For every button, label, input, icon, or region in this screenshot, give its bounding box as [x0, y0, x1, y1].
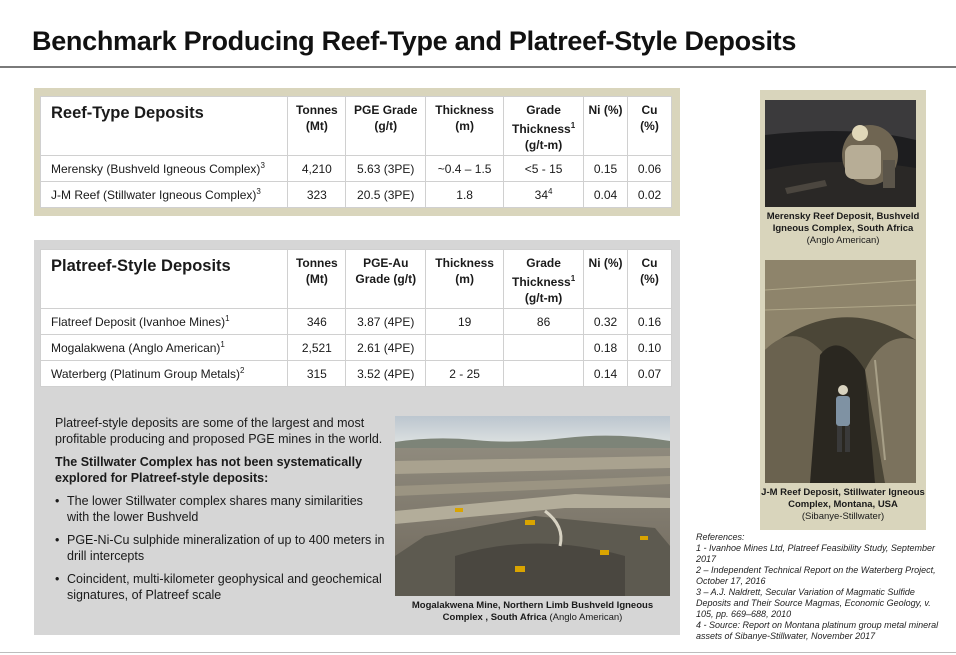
deposit-name: Merensky (Bushveld Igneous Complex)$^3$ — [41, 156, 288, 182]
reference-item: 4 - Source: Report on Montana platinum group metal mineral assets of Sibanye-Stillwater, November 2017 — [696, 620, 939, 641]
table-row — [41, 182, 672, 208]
ni-cell: 0.14 — [584, 361, 628, 387]
grade-cell: 5.63 (3PE) — [346, 156, 426, 182]
col-cu: Cu (%) — [627, 97, 671, 156]
page-title: Benchmark Producing Reef-Type and Platreef-Style Deposits — [32, 26, 797, 56]
deposit-name: Waterberg (Platinum Group Metals)$^2$ — [41, 361, 288, 387]
jm-reef-photo — [765, 260, 916, 483]
cu-cell: 0.16 — [628, 309, 672, 335]
table-header-row — [41, 250, 672, 309]
reference-item: 3 – A.J. Naldrett, Secular Variation of Magmatic Sulfide Deposits and Their Source Magmas, Economic Geology, v. 105, pp. 669–688, 2010 — [696, 587, 931, 619]
references — [696, 532, 946, 642]
deposit-name: Mogalakwena (Anglo American)$^1$ — [41, 335, 288, 361]
col-thickness: Thickness (m) — [426, 250, 504, 309]
reference-item: 2 – Independent Technical Report on the Waterberg Project, October 17, 2016 — [696, 565, 936, 586]
grade-cell: 2.61 (4PE) — [346, 335, 426, 361]
merensky-caption: Merensky Reef Deposit, Bushveld Igneous Complex, South Africa (Anglo American) — [766, 211, 920, 246]
footer-divider — [0, 652, 956, 653]
cu-cell: 0.02 — [627, 182, 671, 208]
col-thickness: Thickness (m) — [426, 97, 504, 156]
list-item: • The lower Stillwater complex shares many similarities with the lower Bushveld — [55, 494, 385, 525]
grade-cell: 20.5 (3PE) — [346, 182, 426, 208]
thickness-cell: 1.8 — [426, 182, 504, 208]
merensky-reef-photo — [765, 100, 916, 207]
mogalakwena-mine-photo — [395, 416, 670, 596]
ni-cell: 0.04 — [584, 182, 628, 208]
col-pge-grade: PGE Grade (g/t) — [346, 97, 426, 156]
col-tonnes: Tonnes (Mt) — [288, 250, 346, 309]
table-header-row — [41, 97, 672, 156]
ni-cell: 0.18 — [584, 335, 628, 361]
table-row — [41, 361, 672, 387]
col-cu: Cu (%) — [628, 250, 672, 309]
ni-cell: 0.15 — [584, 156, 628, 182]
col-ni: Ni (%) — [584, 250, 628, 309]
cu-cell: 0.07 — [628, 361, 672, 387]
platreef-style-table — [40, 249, 672, 387]
col-grade-thickness: Grade Thickness$^1$ (g/t-m) — [504, 97, 584, 156]
table-row — [41, 156, 672, 182]
thickness-cell — [426, 335, 504, 361]
bullet-list — [55, 494, 385, 603]
cu-cell: 0.06 — [627, 156, 671, 182]
platreef-description — [55, 416, 385, 611]
cu-cell: 0.10 — [628, 335, 672, 361]
col-tonnes: Tonnes (Mt) — [288, 97, 346, 156]
title-divider — [0, 66, 956, 68]
grade-cell: 3.52 (4PE) — [346, 361, 426, 387]
jm-reef-caption: J-M Reef Deposit, Stillwater Igneous Complex, Montana, USA (Sibanye-Stillwater) — [761, 487, 925, 522]
bold-statement: The Stillwater Complex has not been systematically explored for Platreef-style deposits: — [55, 455, 363, 485]
grade-thickness-cell: $34^4$ — [504, 182, 584, 208]
tonnes-cell: 4,210 — [288, 156, 346, 182]
reef-type-table — [40, 96, 672, 208]
tonnes-cell: 2,521 — [288, 335, 346, 361]
grade-thickness-cell: <5 - 15 — [504, 156, 584, 182]
deposit-name: Flatreef Deposit (Ivanhoe Mines)$^1$ — [41, 309, 288, 335]
intro-paragraph: Platreef-style deposits are some of the largest and most profitable producing and proposed PGE mines in the world. — [55, 416, 383, 446]
reef-table-heading: Reef-Type Deposits — [41, 97, 288, 156]
col-grade-thickness: Grade Thickness$^1$ (g/t-m) — [504, 250, 584, 309]
thickness-cell: 2 - 25 — [426, 361, 504, 387]
ni-cell: 0.32 — [584, 309, 628, 335]
mogalakwena-caption: Mogalakwena Mine, Northern Limb Bushveld Igneous Complex , South Africa (Anglo American) — [411, 600, 654, 623]
grade-thickness-cell — [504, 361, 584, 387]
platreef-table-heading: Platreef-Style Deposits — [41, 250, 288, 309]
table-row — [41, 335, 672, 361]
tonnes-cell: 315 — [288, 361, 346, 387]
thickness-cell: 19 — [426, 309, 504, 335]
tonnes-cell: 323 — [288, 182, 346, 208]
list-item: • Coincident, multi-kilometer geophysical and geochemical signatures, of Platreef scale — [55, 572, 385, 603]
deposit-name: J-M Reef (Stillwater Igneous Complex)$^3$ — [41, 182, 288, 208]
grade-thickness-cell — [504, 335, 584, 361]
tonnes-cell: 346 — [288, 309, 346, 335]
col-pge-au-grade: PGE-Au Grade (g/t) — [346, 250, 426, 309]
thickness-cell: ~0.4 – 1.5 — [426, 156, 504, 182]
reference-item: 1 - Ivanhoe Mines Ltd, Platreef Feasibility Study, September 2017 — [696, 543, 935, 564]
table-row — [41, 309, 672, 335]
list-item: • PGE-Ni-Cu sulphide mineralization of up to 400 meters in drill intercepts — [55, 533, 385, 564]
grade-cell: 3.87 (4PE) — [346, 309, 426, 335]
grade-thickness-cell: 86 — [504, 309, 584, 335]
references-heading: References: — [696, 532, 745, 542]
col-ni: Ni (%) — [584, 97, 628, 156]
